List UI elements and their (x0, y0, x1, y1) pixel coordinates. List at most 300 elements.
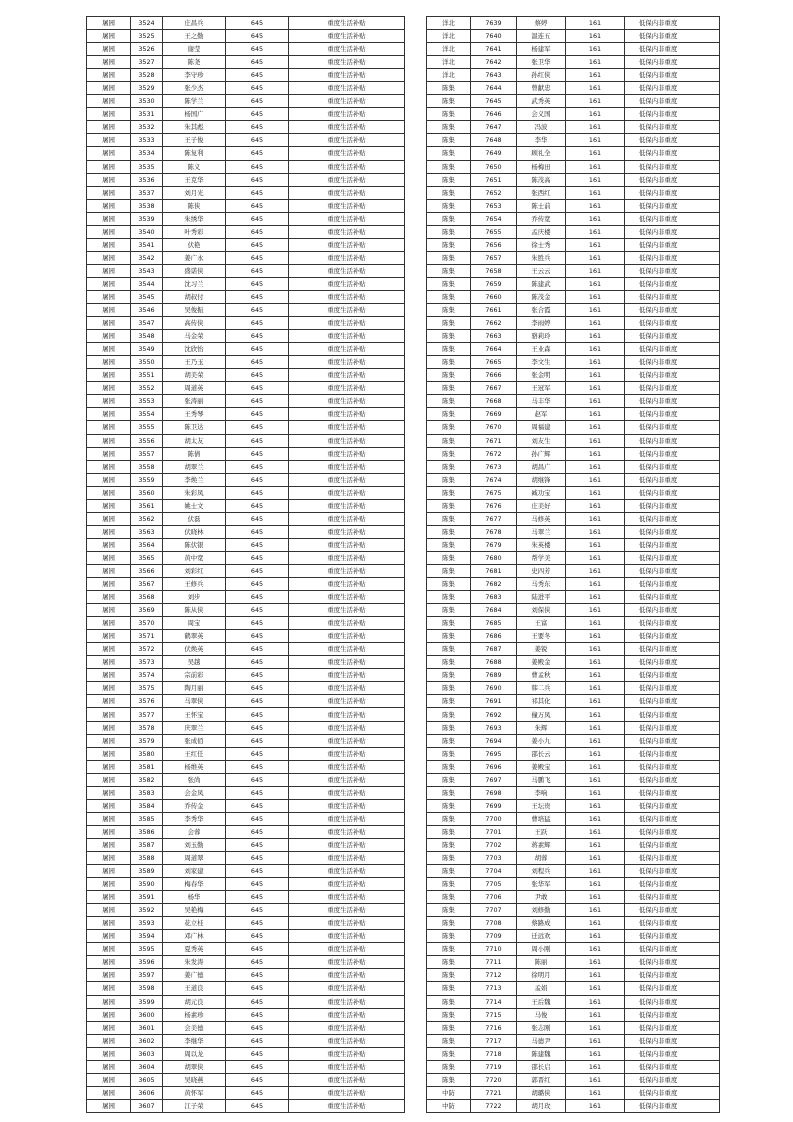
amount-cell: 161 (566, 812, 625, 825)
table-row (87, 982, 405, 995)
subsidy-type-cell: 低保内非重度 (625, 669, 720, 682)
serial-number-cell: 3541 (131, 238, 163, 251)
serial-number-cell: 3529 (131, 82, 163, 95)
serial-number-cell: 3537 (131, 186, 163, 199)
subsidy-type-cell: 低保内非重度 (625, 199, 720, 212)
subsidy-type-cell: 低保内非重度 (625, 838, 720, 851)
subsidy-type-cell: 重度生活补贴 (289, 160, 405, 173)
subsidy-type-cell: 重度生活补贴 (289, 173, 405, 186)
amount-cell: 161 (566, 682, 625, 695)
table-row (427, 434, 720, 447)
name-cell: 孙广辉 (517, 447, 566, 460)
serial-number-cell: 3569 (131, 604, 163, 617)
table-row (427, 330, 720, 343)
name-cell: 蔡婷 (517, 17, 566, 30)
amount-cell: 645 (226, 290, 289, 303)
amount-cell: 161 (566, 147, 625, 160)
name-cell: 王秀琴 (163, 408, 226, 421)
town-cell: 屠园 (87, 277, 131, 290)
amount-cell: 645 (226, 943, 289, 956)
name-cell: 陈侠 (163, 199, 226, 212)
amount-cell: 161 (566, 199, 625, 212)
serial-number-cell: 3538 (131, 199, 163, 212)
town-cell: 陈集 (427, 812, 471, 825)
name-cell: 马修英 (517, 512, 566, 525)
table-row (427, 395, 720, 408)
subsidy-type-cell: 低保内非重度 (625, 343, 720, 356)
table-row (427, 943, 720, 956)
subsidy-type-cell: 重度生活补贴 (289, 838, 405, 851)
name-cell: 杨建军 (517, 43, 566, 56)
table-row (427, 852, 720, 865)
subsidy-type-cell: 重度生活补贴 (289, 564, 405, 577)
subsidy-type-cell: 低保内非重度 (625, 473, 720, 486)
town-cell: 陈集 (427, 525, 471, 538)
amount-cell: 645 (226, 812, 289, 825)
amount-cell: 161 (566, 643, 625, 656)
table-row (427, 382, 720, 395)
serial-number-cell: 7721 (471, 1086, 517, 1099)
serial-number-cell: 3566 (131, 564, 163, 577)
amount-cell: 161 (566, 212, 625, 225)
name-cell: 朱彩凤 (163, 486, 226, 499)
serial-number-cell: 7649 (471, 147, 517, 160)
serial-number-cell: 3545 (131, 290, 163, 303)
table-row (87, 551, 405, 564)
name-cell: 邵长云 (517, 747, 566, 760)
amount-cell: 645 (226, 238, 289, 251)
amount-cell: 161 (566, 891, 625, 904)
subsidy-type-cell: 重度生活补贴 (289, 865, 405, 878)
table-row (427, 878, 720, 891)
subsidy-type-cell: 重度生活补贴 (289, 121, 405, 134)
serial-number-cell: 3548 (131, 330, 163, 343)
town-cell: 陈集 (427, 982, 471, 995)
amount-cell: 645 (226, 369, 289, 382)
serial-number-cell: 7647 (471, 121, 517, 134)
name-cell: 尹敢 (517, 891, 566, 904)
amount-cell: 161 (566, 878, 625, 891)
name-cell: 朱辉 (517, 721, 566, 734)
name-cell: 冯波 (517, 121, 566, 134)
subsidy-type-cell: 重度生活补贴 (289, 212, 405, 225)
amount-cell: 161 (566, 1021, 625, 1034)
subsidy-type-cell: 低保内非重度 (625, 499, 720, 512)
table-row (427, 43, 720, 56)
table-row (87, 1034, 405, 1047)
serial-number-cell: 7653 (471, 199, 517, 212)
town-cell: 屠园 (87, 878, 131, 891)
serial-number-cell: 7687 (471, 643, 517, 656)
name-cell: 王富 (517, 617, 566, 630)
table-row (427, 317, 720, 330)
town-cell: 屠园 (87, 264, 131, 277)
subsidy-type-cell: 重度生活补贴 (289, 56, 405, 69)
subsidy-type-cell: 重度生活补贴 (289, 1086, 405, 1099)
town-cell: 屠园 (87, 525, 131, 538)
table-row (87, 238, 405, 251)
town-cell: 屠园 (87, 1047, 131, 1060)
table-row (87, 95, 405, 108)
table-row (427, 747, 720, 760)
amount-cell: 161 (566, 786, 625, 799)
subsidy-type-cell: 低保内非重度 (625, 578, 720, 591)
subsidy-type-cell: 重度生活补贴 (289, 486, 405, 499)
amount-cell: 161 (566, 277, 625, 290)
town-cell: 陈集 (427, 1060, 471, 1073)
subsidy-type-cell: 低保内非重度 (625, 238, 720, 251)
table-row (87, 1073, 405, 1086)
serial-number-cell: 7667 (471, 382, 517, 395)
table-row (87, 460, 405, 473)
amount-cell: 645 (226, 69, 289, 82)
subsidy-type-cell: 低保内非重度 (625, 995, 720, 1008)
table-row (427, 917, 720, 930)
amount-cell: 645 (226, 878, 289, 891)
table-row (87, 917, 405, 930)
table-row (87, 473, 405, 486)
serial-number-cell: 7652 (471, 186, 517, 199)
name-cell: 江子荣 (163, 1099, 226, 1112)
name-cell: 鹤翠英 (163, 630, 226, 643)
subsidy-type-cell: 重度生活补贴 (289, 995, 405, 1008)
table-row (427, 1021, 720, 1034)
table-row (87, 1021, 405, 1034)
town-cell: 屠园 (87, 160, 131, 173)
subsidy-type-cell: 重度生活补贴 (289, 525, 405, 538)
amount-cell: 645 (226, 1060, 289, 1073)
table-row (87, 369, 405, 382)
serial-number-cell: 3536 (131, 173, 163, 186)
name-cell: 姜小九 (517, 734, 566, 747)
serial-number-cell: 7659 (471, 277, 517, 290)
serial-number-cell: 3590 (131, 878, 163, 891)
table-row (87, 395, 405, 408)
amount-cell: 645 (226, 304, 289, 317)
serial-number-cell: 3550 (131, 356, 163, 369)
amount-cell: 161 (566, 760, 625, 773)
left-table-body (87, 17, 405, 1113)
amount-cell: 645 (226, 1021, 289, 1034)
town-cell: 屠园 (87, 773, 131, 786)
name-cell: 高传侠 (163, 317, 226, 330)
table-row (427, 108, 720, 121)
serial-number-cell: 7676 (471, 499, 517, 512)
town-cell: 屠园 (87, 134, 131, 147)
serial-number-cell: 3592 (131, 904, 163, 917)
town-cell: 屠园 (87, 617, 131, 630)
table-row (87, 304, 405, 317)
table-row (87, 356, 405, 369)
amount-cell: 161 (566, 708, 625, 721)
subsidy-type-cell: 重度生活补贴 (289, 186, 405, 199)
amount-cell: 645 (226, 447, 289, 460)
name-cell: 张志刚 (517, 1021, 566, 1034)
subsidy-type-cell: 低保内非重度 (625, 708, 720, 721)
subsidy-type-cell: 重度生活补贴 (289, 134, 405, 147)
amount-cell: 645 (226, 173, 289, 186)
subsidy-type-cell: 重度生活补贴 (289, 225, 405, 238)
name-cell: 沈习兰 (163, 277, 226, 290)
serial-number-cell: 3530 (131, 95, 163, 108)
town-cell: 屠园 (87, 669, 131, 682)
subsidy-type-cell: 低保内非重度 (625, 630, 720, 643)
amount-cell: 645 (226, 108, 289, 121)
name-cell: 沈欣怡 (163, 343, 226, 356)
town-cell: 屠园 (87, 95, 131, 108)
name-cell: 姜殿金 (517, 656, 566, 669)
name-cell: 马德尹 (517, 1034, 566, 1047)
town-cell: 陈集 (427, 878, 471, 891)
subsidy-type-cell: 重度生活补贴 (289, 447, 405, 460)
serial-number-cell: 3599 (131, 995, 163, 1008)
table-row (427, 617, 720, 630)
town-cell: 陈集 (427, 786, 471, 799)
name-cell: 陈尧 (163, 56, 226, 69)
town-cell: 陈集 (427, 277, 471, 290)
serial-number-cell: 3580 (131, 747, 163, 760)
table-row (427, 134, 720, 147)
serial-number-cell: 3604 (131, 1060, 163, 1073)
table-row (427, 82, 720, 95)
table-row (427, 865, 720, 878)
town-cell: 陈集 (427, 734, 471, 747)
name-cell: 王红任 (163, 747, 226, 760)
town-cell: 陈集 (427, 447, 471, 460)
amount-cell: 161 (566, 982, 625, 995)
amount-cell: 161 (566, 721, 625, 734)
amount-cell: 161 (566, 134, 625, 147)
town-cell: 屠园 (87, 643, 131, 656)
table-row (87, 17, 405, 30)
town-cell: 屠园 (87, 721, 131, 734)
amount-cell: 161 (566, 695, 625, 708)
table-row (427, 578, 720, 591)
table-row (87, 643, 405, 656)
table-row (427, 212, 720, 225)
serial-number-cell: 7685 (471, 617, 517, 630)
table-row (427, 525, 720, 538)
name-cell: 刘彩红 (163, 564, 226, 577)
name-cell: 曹培猛 (517, 812, 566, 825)
table-row (427, 786, 720, 799)
amount-cell: 161 (566, 43, 625, 56)
table-row (87, 225, 405, 238)
serial-number-cell: 7695 (471, 747, 517, 760)
subsidy-type-cell: 低保内非重度 (625, 1034, 720, 1047)
town-cell: 屠园 (87, 382, 131, 395)
serial-number-cell: 3607 (131, 1099, 163, 1112)
amount-cell: 645 (226, 421, 289, 434)
subsidy-type-cell: 低保内非重度 (625, 943, 720, 956)
name-cell: 陈士前 (517, 199, 566, 212)
serial-number-cell: 3532 (131, 121, 163, 134)
name-cell: 臧功宝 (517, 486, 566, 499)
town-cell: 屠园 (87, 604, 131, 617)
town-cell: 屠园 (87, 904, 131, 917)
amount-cell: 645 (226, 538, 289, 551)
name-cell: 刘友生 (517, 434, 566, 447)
table-row (87, 212, 405, 225)
town-cell: 屠园 (87, 343, 131, 356)
name-cell: 会美德 (163, 1021, 226, 1034)
serial-number-cell: 3596 (131, 956, 163, 969)
town-cell: 屠园 (87, 786, 131, 799)
town-cell: 屠园 (87, 56, 131, 69)
town-cell: 陈集 (427, 95, 471, 108)
serial-number-cell: 3576 (131, 695, 163, 708)
table-row (87, 865, 405, 878)
table-row (427, 460, 720, 473)
name-cell: 胡元良 (163, 995, 226, 1008)
table-row (427, 1034, 720, 1047)
name-cell: 李文生 (517, 356, 566, 369)
subsidy-type-cell: 重度生活补贴 (289, 382, 405, 395)
name-cell: 刘保侠 (517, 604, 566, 617)
subsidy-type-cell: 重度生活补贴 (289, 330, 405, 343)
amount-cell: 161 (566, 865, 625, 878)
town-cell: 陈集 (427, 264, 471, 277)
town-cell: 陈集 (427, 969, 471, 982)
serial-number-cell: 3528 (131, 69, 163, 82)
subsidy-type-cell: 低保内非重度 (625, 56, 720, 69)
amount-cell: 161 (566, 30, 625, 43)
name-cell: 胡璐侠 (517, 1086, 566, 1099)
table-row (427, 69, 720, 82)
name-cell: 李华 (517, 134, 566, 147)
serial-number-cell: 7657 (471, 251, 517, 264)
amount-cell: 645 (226, 995, 289, 1008)
town-cell: 洋北 (427, 30, 471, 43)
town-cell: 陈集 (427, 225, 471, 238)
name-cell: 王坛贵 (517, 799, 566, 812)
name-cell: 张华军 (517, 878, 566, 891)
name-cell: 杨国广 (163, 108, 226, 121)
name-cell: 李秀华 (163, 812, 226, 825)
table-row (427, 447, 720, 460)
town-cell: 陈集 (427, 538, 471, 551)
amount-cell: 645 (226, 760, 289, 773)
town-cell: 屠园 (87, 434, 131, 447)
town-cell: 屠园 (87, 356, 131, 369)
table-row (87, 525, 405, 538)
table-row (87, 173, 405, 186)
town-cell: 陈集 (427, 943, 471, 956)
amount-cell: 645 (226, 564, 289, 577)
table-row (427, 982, 720, 995)
amount-cell: 161 (566, 825, 625, 838)
subsidy-type-cell: 低保内非重度 (625, 408, 720, 421)
serial-number-cell: 3606 (131, 1086, 163, 1099)
serial-number-cell: 3594 (131, 930, 163, 943)
serial-number-cell: 3531 (131, 108, 163, 121)
name-cell: 李焕兰 (163, 473, 226, 486)
serial-number-cell: 3589 (131, 865, 163, 878)
town-cell: 陈集 (427, 395, 471, 408)
amount-cell: 645 (226, 225, 289, 238)
table-row (87, 930, 405, 943)
town-cell: 屠园 (87, 982, 131, 995)
town-cell: 屠园 (87, 630, 131, 643)
subsidy-type-cell: 重度生活补贴 (289, 682, 405, 695)
amount-cell: 161 (566, 251, 625, 264)
serial-number-cell: 3540 (131, 225, 163, 238)
subsidy-type-cell: 重度生活补贴 (289, 825, 405, 838)
serial-number-cell: 7705 (471, 878, 517, 891)
subsidy-type-cell: 重度生活补贴 (289, 17, 405, 30)
amount-cell: 161 (566, 486, 625, 499)
serial-number-cell: 7684 (471, 604, 517, 617)
name-cell: 吴艳梅 (163, 904, 226, 917)
serial-number-cell: 3551 (131, 369, 163, 382)
name-cell: 陈卫达 (163, 421, 226, 434)
serial-number-cell: 3588 (131, 852, 163, 865)
town-cell: 陈集 (427, 604, 471, 617)
serial-number-cell: 3586 (131, 825, 163, 838)
table-row (87, 343, 405, 356)
name-cell: 蔡路成 (517, 917, 566, 930)
amount-cell: 161 (566, 473, 625, 486)
town-cell: 陈集 (427, 578, 471, 591)
table-row (427, 369, 720, 382)
subsidy-type-cell: 低保内非重度 (625, 1021, 720, 1034)
subsidy-type-cell: 重度生活补贴 (289, 147, 405, 160)
amount-cell: 645 (226, 1047, 289, 1060)
serial-number-cell: 7655 (471, 225, 517, 238)
amount-cell: 645 (226, 708, 289, 721)
amount-cell: 161 (566, 121, 625, 134)
amount-cell: 645 (226, 343, 289, 356)
table-row (87, 656, 405, 669)
name-cell: 陈复利 (163, 147, 226, 160)
amount-cell: 645 (226, 199, 289, 212)
table-row (427, 1060, 720, 1073)
name-cell: 王要冬 (517, 630, 566, 643)
serial-number-cell: 7706 (471, 891, 517, 904)
town-cell: 陈集 (427, 695, 471, 708)
serial-number-cell: 3543 (131, 264, 163, 277)
name-cell: 李响 (517, 786, 566, 799)
town-cell: 陈集 (427, 551, 471, 564)
town-cell: 陈集 (427, 460, 471, 473)
town-cell: 陈集 (427, 669, 471, 682)
table-row (87, 486, 405, 499)
subsidy-type-cell: 低保内非重度 (625, 356, 720, 369)
serial-number-cell: 3557 (131, 447, 163, 460)
name-cell: 王后魏 (517, 995, 566, 1008)
name-cell: 周道翠 (163, 852, 226, 865)
name-cell: 张尚 (163, 773, 226, 786)
serial-number-cell: 7715 (471, 1008, 517, 1021)
amount-cell: 645 (226, 473, 289, 486)
table-row (87, 695, 405, 708)
amount-cell: 645 (226, 682, 289, 695)
amount-cell: 161 (566, 656, 625, 669)
subsidy-type-cell: 低保内非重度 (625, 878, 720, 891)
subsidy-type-cell: 重度生活补贴 (289, 747, 405, 760)
town-cell: 屠园 (87, 173, 131, 186)
name-cell: 徐明月 (517, 969, 566, 982)
town-cell: 屠园 (87, 578, 131, 591)
town-cell: 屠园 (87, 1086, 131, 1099)
serial-number-cell: 3555 (131, 421, 163, 434)
serial-number-cell: 7650 (471, 160, 517, 173)
town-cell: 陈集 (427, 891, 471, 904)
table-row (87, 891, 405, 904)
name-cell: 曾献忠 (517, 82, 566, 95)
table-row (87, 30, 405, 43)
table-row (427, 1047, 720, 1060)
